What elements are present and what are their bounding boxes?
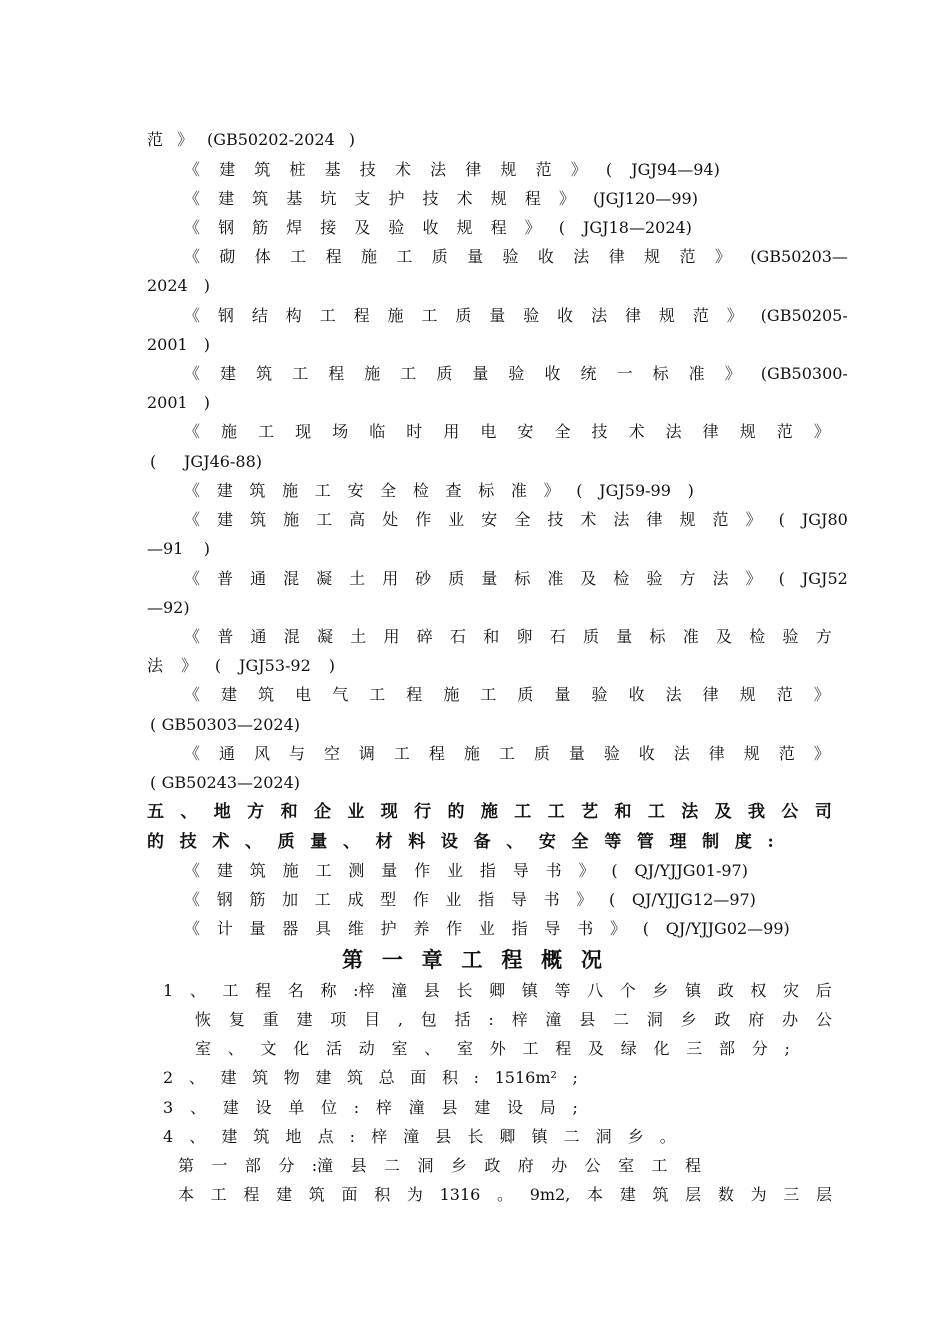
standard-line: 《 钢 结 构 工 程 施 工 质 量 验 收 法 律 规 范 》 (GB50205-: [184, 306, 848, 325]
overview-item: 3 、 建 设 单 位 : 梓 潼 县 建 设 局 ;: [163, 1098, 578, 1117]
standard-line: 法 》 ( JGJ53-92 ): [147, 656, 335, 675]
section-heading: 的 技 术 、 质 量 、 材 料 设 备 、 安 全 等 管 理 制 度 :: [147, 832, 774, 852]
standard-line: 2024 ): [147, 276, 210, 295]
overview-item: 恢 复 重 建 项 目 , 包 括 : 梓 潼 县 二 洞 乡 政 府 办 公: [195, 1010, 832, 1029]
standard-line: 《 普 通 混 凝 土 用 砂 质 量 标 准 及 检 验 方 法 》 ( JGJ52: [184, 569, 848, 588]
standard-line: —91 ): [147, 539, 210, 558]
overview-item: 4 、 建 筑 地 点 : 梓 潼 县 长 卿 镇 二 洞 乡 。: [163, 1127, 676, 1146]
standard-line: 2001 ): [147, 393, 210, 412]
standard-line: ( GB50303—2024): [150, 715, 300, 734]
overview-item: 室 、 文 化 活 动 室 、 室 外 工 程 及 绿 化 三 部 分 ;: [195, 1039, 790, 1058]
overview-item: 1 、 工 程 名 称 :梓 潼 县 长 卿 镇 等 八 个 乡 镇 政 权 灾 后: [163, 981, 832, 1000]
chapter-title: 第 一 章 工 程 概 况: [342, 947, 610, 972]
standard-line: 《 建 筑 施 工 测 量 作 业 指 导 书 》 ( QJ/YJJG01-97): [184, 861, 748, 880]
standard-line: ( GB50243—2024): [150, 773, 300, 792]
standard-line: 《 钢 筋 焊 接 及 验 收 规 程 》 ( JGJ18—2024): [184, 218, 692, 237]
standard-line: 《 普 通 混 凝 土 用 碎 石 和 卵 石 质 量 标 准 及 检 验 方: [184, 627, 832, 646]
standard-line: 《 通 风 与 空 调 工 程 施 工 质 量 验 收 法 律 规 范 》: [184, 744, 830, 763]
standard-line: 范 》 (GB50202-2024 ): [147, 130, 355, 149]
standard-line: 《 建 筑 桩 基 技 术 法 律 规 范 》 ( JGJ94—94): [184, 160, 720, 179]
standard-line: 《 建 筑 工 程 施 工 质 量 验 收 统 一 标 准 》 (GB50300-: [184, 364, 848, 383]
standard-line: 《 钢 筋 加 工 成 型 作 业 指 导 书 》 ( QJ/YJJG12—97): [184, 890, 756, 909]
standard-line: 2001 ): [147, 335, 210, 354]
standard-line: ( JGJ46-88): [150, 452, 262, 471]
standard-line: 《 建 筑 施 工 安 全 检 查 标 准 》 ( JGJ59-99 ): [184, 481, 694, 500]
overview-item: 第 一 部 分 :潼 县 二 洞 乡 政 府 办 公 室 工 程: [178, 1156, 701, 1175]
standard-line: 《 计 量 器 具 维 护 养 作 业 指 导 书 》 ( QJ/YJJG02—99): [184, 919, 790, 938]
standard-line: 《 施 工 现 场 临 时 用 电 安 全 技 术 法 律 规 范 》: [184, 422, 830, 441]
standard-line: 《 建 筑 施 工 高 处 作 业 安 全 技 术 法 律 规 范 》 ( JGJ80: [184, 510, 848, 529]
overview-item: 本 工 程 建 筑 面 积 为 1316 。 9m2, 本 建 筑 层 数 为 三 层: [178, 1185, 832, 1204]
standard-line: 《 建 筑 电 气 工 程 施 工 质 量 验 收 法 律 规 范 》: [184, 685, 830, 704]
overview-item: 2 、 建 筑 物 建 筑 总 面 积 : 1516m² ;: [163, 1068, 578, 1087]
section-heading: 五 、 地 方 和 企 业 现 行 的 施 工 工 艺 和 工 法 及 我 公 司: [147, 802, 832, 822]
standard-line: 《 建 筑 基 坑 支 护 技 术 规 程 》 (JGJ120—99): [184, 189, 698, 208]
standard-line: —92): [147, 598, 190, 617]
standard-line: 《 砌 体 工 程 施 工 质 量 验 收 法 律 规 范 》 (GB50203—: [184, 247, 848, 266]
